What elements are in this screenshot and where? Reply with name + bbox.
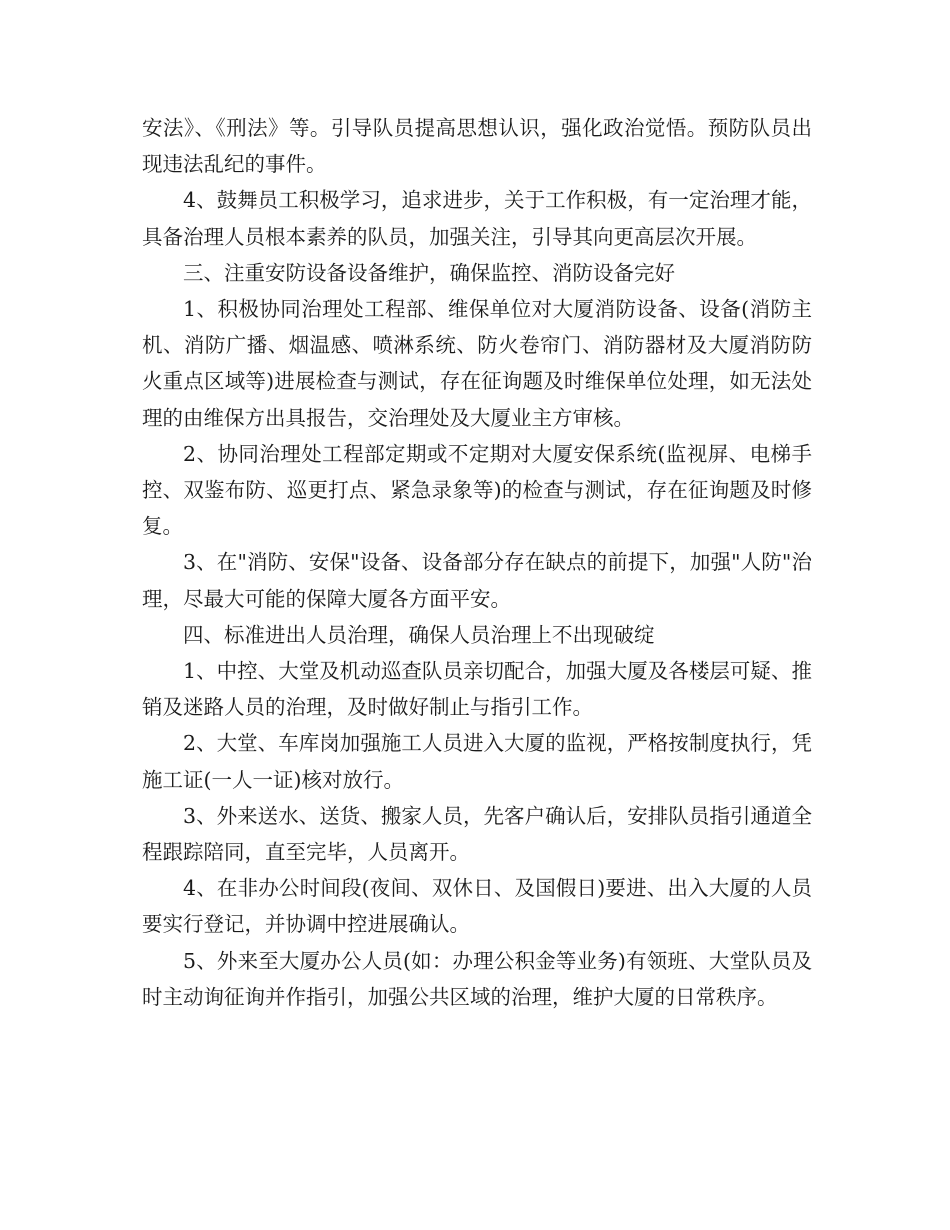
paragraph-item-5-visitors: 5、外来至大厦办公人员(如：办理公积金等业务)有领班、大堂队员及时主动询征询并作指引，加强公共区域的治理，维护大厦的日常秩序。 xyxy=(142,948,812,1009)
section-heading-4: 四、标准进出人员治理，确保人员治理上不出现破绽 xyxy=(183,622,655,647)
paragraph-item-1-patrol: 1、中控、大堂及机动巡查队员亲切配合，加强大厦及各楼层可疑、推销及迷路人员的治理，及时做好制止与指引工作。 xyxy=(142,659,812,720)
paragraph-item-4-encourage-learning: 4、鼓舞员工积极学习，追求进步，关于工作积极，有一定治理才能，具备治理人员根本素养的队员，加强关注，引导其向更高层次开展。 xyxy=(142,188,812,249)
paragraph-item-2-construction-staff: 2、大堂、车库岗加强施工人员进入大厦的监视，严格按制度执行，凭施工证(一人一证)核对放行。 xyxy=(142,731,812,792)
paragraph-item-1-fire-equipment: 1、积极协同治理处工程部、维保单位对大厦消防设备、设备(消防主机、消防广播、烟温感、喷淋系统、防火卷帘门、消防器材及大厦消防防火重点区域等)进展检查与测试，存在征询题及时维保单位处理，如无法处理的由维保方出具报告，交治理处及大厦业主方审核。 xyxy=(142,297,812,430)
paragraph-item-3-deliveries: 3、外来送水、送货、搬家人员，先客户确认后，安排队员指引通道全程跟踪陪同，直至完毕，人员离开。 xyxy=(142,803,812,865)
document-body xyxy=(142,110,812,1015)
paragraph-item-2-security-system: 2、协同治理处工程部定期或不定期对大厦安保系统(监视屏、电梯手控、双鉴布防、巡更打点、紧急录象等)的检查与测试，存在征询题及时修复。 xyxy=(142,441,812,539)
paragraph-continuation: 安法》、《刑法》等。引导队员提高思想认识，强化政治觉悟。预防队员出现违法乱纪的事件。 xyxy=(142,116,812,177)
paragraph-item-4-after-hours: 4、在非办公时间段(夜间、双休日、及国假日)要进、出入大厦的人员要实行登记，并协调中控进展确认。 xyxy=(142,876,812,937)
section-heading-3: 三、注重安防设备设备维护，确保监控、消防设备完好 xyxy=(183,260,675,285)
paragraph-item-3-human-defense: 3、在"消防、安保"设备、设备部分存在缺点的前提下，加强"人防"治理，尽最大可能的保障大厦各方面平安。 xyxy=(142,550,812,611)
